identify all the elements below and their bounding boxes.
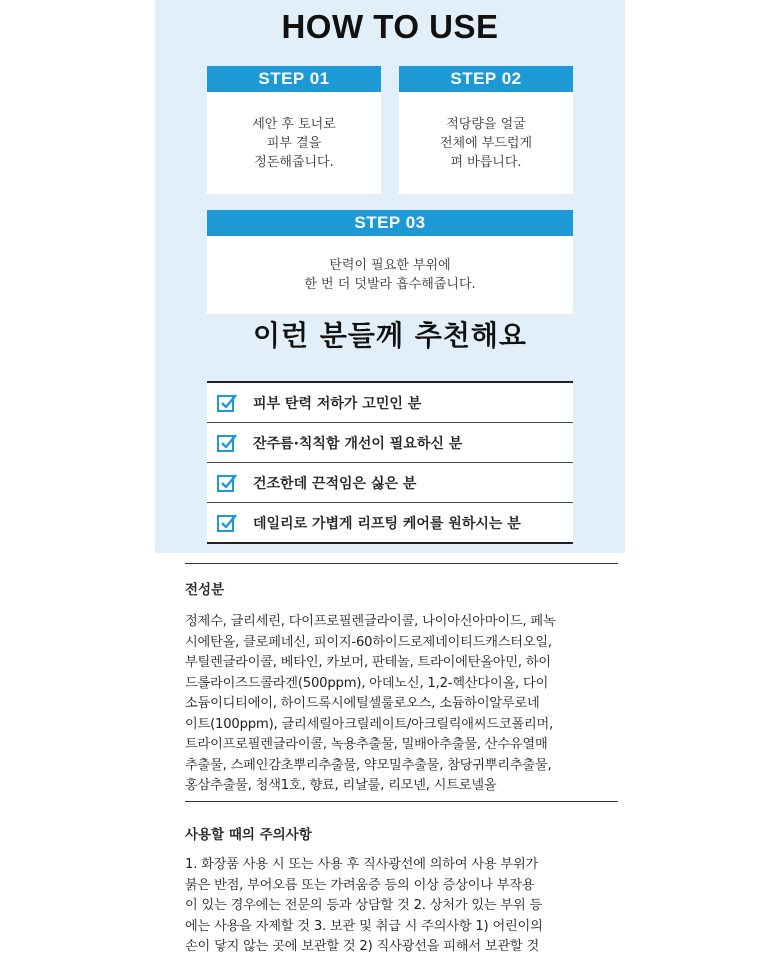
ingredients-line: 시에탄올, 클로페네신, 피이지-60하이드로제네이티드캐스터오일, [185, 634, 552, 650]
cautions-line: 1. 화장품 사용 시 또는 사용 후 직사광선에 의하여 사용 부위가 [185, 857, 539, 872]
ingredients-line: 정제수, 글리세린, 다이프로필렌글라이콜, 나이아신아마이드, 페녹 [185, 614, 556, 629]
step-03-text: 탄력이 필요한 부위에 한 번 더 덧발라 흡수해줍니다. [304, 258, 476, 292]
cautions-line: 손이 닿지 않는 곳에 보관할 것 2) 직사광선을 피해서 보관할 것 [185, 939, 539, 954]
recommend-item [207, 383, 573, 423]
recommend-list [207, 381, 573, 544]
step-01-label: STEP 01 [207, 66, 381, 92]
ingredients-line: 소듐이디티에이, 하이드록시에틸셀룰로오스, 소듐하이알루로네 [185, 696, 540, 711]
checkbox-checked-icon [215, 471, 239, 495]
checkbox-checked-icon [215, 511, 239, 535]
cautions-line: 이 있는 경우에는 전문의 등과 상담할 것 2. 상처가 있는 부위 등 [185, 898, 543, 913]
divider [185, 563, 618, 564]
ingredients-list [185, 612, 618, 797]
divider [185, 801, 618, 802]
cautions-section [185, 823, 618, 958]
checkbox-checked-icon [215, 391, 239, 415]
recommend-item-text: 데일리로 가볍게 리프팅 케어를 원하시는 분 [253, 515, 521, 532]
recommend-item-text: 피부 탄력 저하가 고민인 분 [253, 395, 422, 412]
recommend-item [207, 423, 573, 463]
checkbox-checked-icon [215, 431, 239, 455]
ingredients-line: 이트(100ppm), 글리세릴아크릴레이트/아크릴릭애씨드코폴리머, [185, 716, 554, 732]
ingredients-line: 부틸렌글라이콜, 베타인, 카보머, 판테놀, 트라이에탄올아민, 하이 [185, 655, 551, 670]
cautions-text [185, 855, 618, 958]
ingredients-title: 전성분 [185, 582, 225, 598]
how-to-use-panel [155, 0, 625, 553]
recommend-item-text: 잔주름·칙칙함 개선이 필요하신 분 [253, 435, 463, 452]
ingredients-line: 홍삼추출물, 청색1호, 향료, 리날룰, 리모넨, 시트로넬올 [185, 778, 497, 793]
step-03-card [207, 210, 573, 314]
how-to-use-title: HOW TO USE [281, 8, 499, 45]
ingredients-section [185, 578, 618, 797]
step-03-label: STEP 03 [207, 210, 573, 236]
ingredients-line: 트라이프로필렌글라이콜, 녹용추출물, 밀배아추출물, 산수유열매 [185, 737, 548, 752]
step-02-text: 적당량을 얼굴 전체에 부드럽게 펴 바릅니다. [439, 117, 533, 170]
cautions-title: 사용할 때의 주의사항 [185, 827, 312, 843]
step-01-text: 세안 후 토너로 피부 결을 정돈해줍니다. [252, 117, 336, 170]
recommend-item [207, 463, 573, 503]
ingredients-line: 추출물, 스페인감초뿌리추출물, 약모밀추출물, 참당귀뿌리추출물, [185, 757, 552, 773]
step-01-card [207, 66, 381, 194]
recommend-item [207, 503, 573, 542]
step-02-card [399, 66, 573, 194]
recommend-title: 이런 분들께 추천해요 [253, 319, 527, 352]
cautions-line: 에는 사용을 자제할 것 3. 보관 및 취급 시 주의사항 1) 어린이의 [185, 918, 543, 934]
recommend-item-text: 건조한데 끈적임은 싫은 분 [253, 475, 417, 492]
cautions-line: 붉은 반점, 부어오름 또는 가려움증 등의 이상 증상이나 부작용 [185, 877, 535, 893]
step-02-label: STEP 02 [399, 66, 573, 92]
ingredients-line: 드롤라이즈드콜라겐(500ppm), 아데노신, 1,2-헥산다이올, 다이 [185, 675, 549, 691]
